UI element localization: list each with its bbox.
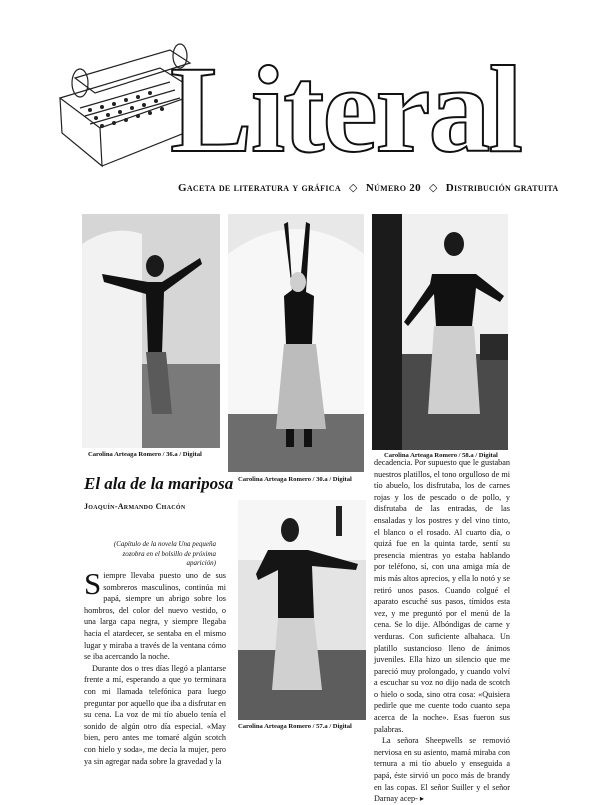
photo-caption: Carolina Arteaga Romero / 30.a / Digital	[238, 476, 352, 483]
diamond-separator-icon: ◇	[349, 182, 358, 194]
photo-caption: Carolina Arteaga Romero / 58.a / Digital	[384, 452, 498, 459]
article-column-2	[374, 457, 510, 805]
masthead-title: Literal	[170, 41, 521, 178]
masthead-tagline	[178, 181, 559, 194]
photo-dancer-1	[82, 214, 220, 448]
photo-dancer-3	[372, 214, 508, 450]
masthead	[40, 30, 560, 180]
photo-caption: Carolina Arteaga Romero / 36.a / Digital	[88, 451, 202, 458]
article-paragraph: Durante dos o tres días llegó a plantarse frente a mí, esperando a que yo terminara con mi llamada telefónica para luego preguntar por aquello que iba a disfrutar en su cena. La voz de mi tío abuelo tenía el sonido de algún otro día especial. «May bien, pero antes me tomaré algún scotch con hielo y soda», me decía la mujer, pero ya sin agregar nada sobre la gravedad y la	[84, 663, 226, 766]
article-paragraph: La señora Sheepwells se removió nerviosa en su asiento, mamá miraba con ternura a mi tío abuelo y enseguida a papá, éste sirvió un poco más de brandy en las copas. El señor Suiller y el señor Darnay acep- ▸	[374, 736, 510, 804]
photo-dancer-2	[228, 214, 364, 472]
photo-dancer-4	[238, 500, 366, 720]
article-paragraph: decadencia. Por supuesto que le gustaban nuestros platillos, el tono orgulloso de mi tío abuelo, los disfrutaba, los de carnes rojas y los de pescado o de pollo, y disfrutaba de las entradas, de las ensaladas y los postres y del vino tinto, el blanco o el rosado. Al cuarto día, o quizá fue en la quinta tarde, sentí su presencia mientras yo estaba hablando por teléfono, sí, con una amiga mía de mis más altos aprecios, y ella lo notó y se retiró unos pasos. Cuando colgué el aparato escuché sus pasos, tímidos esta vez, y me preguntó por el menú de la cena. Se lo dije. Albóndigas de carne y verduras. Con suficiente albahaca. Un platillo sustancioso lleno de ánimos juveniles. Ella hizo un silencio que me pareció muy prolongado, y cuando volví a escuchar su voz no dijo nada de scotch o hielo o soda, sino otra cosa: «Quisiera pedirle que me cuente todo cuanto sepa acerca de la noche». Esas fueron sus palabras.	[374, 458, 510, 734]
diamond-separator-icon: ◇	[428, 182, 438, 194]
tagline-publication: Gaceta de literatura y gráfica	[178, 182, 341, 194]
article-epigraph: (Capítulo de la novela Una pequeña zozobra en el bolsillo de próxima aparición)	[113, 540, 216, 568]
article-author: Joaquín-Armando Chacón	[84, 502, 186, 511]
photo-caption: Carolina Arteaga Romero / 57.a / Digital	[238, 723, 352, 730]
continue-arrow-icon: ▸	[419, 794, 425, 804]
tagline-distribution: Distribución gratuita	[445, 182, 559, 194]
article-column-1	[84, 566, 226, 767]
drop-cap: S	[84, 566, 102, 601]
article-title: El ala de la mariposa	[84, 474, 234, 493]
article-paragraph: Siempre llevaba puesto uno de sus sombreros masculinos, continúa mi papá, siempre un abrigo sobre los hombros, del color del nuevo vestido, o una larga capa negra, y siempre llegaba hacia el atardecer, se sentaba en el mismo lugar y miraba a través de la ventana cómo se iba acercando la noche.	[84, 566, 226, 662]
tagline-issue-number: Número 20	[365, 182, 421, 194]
